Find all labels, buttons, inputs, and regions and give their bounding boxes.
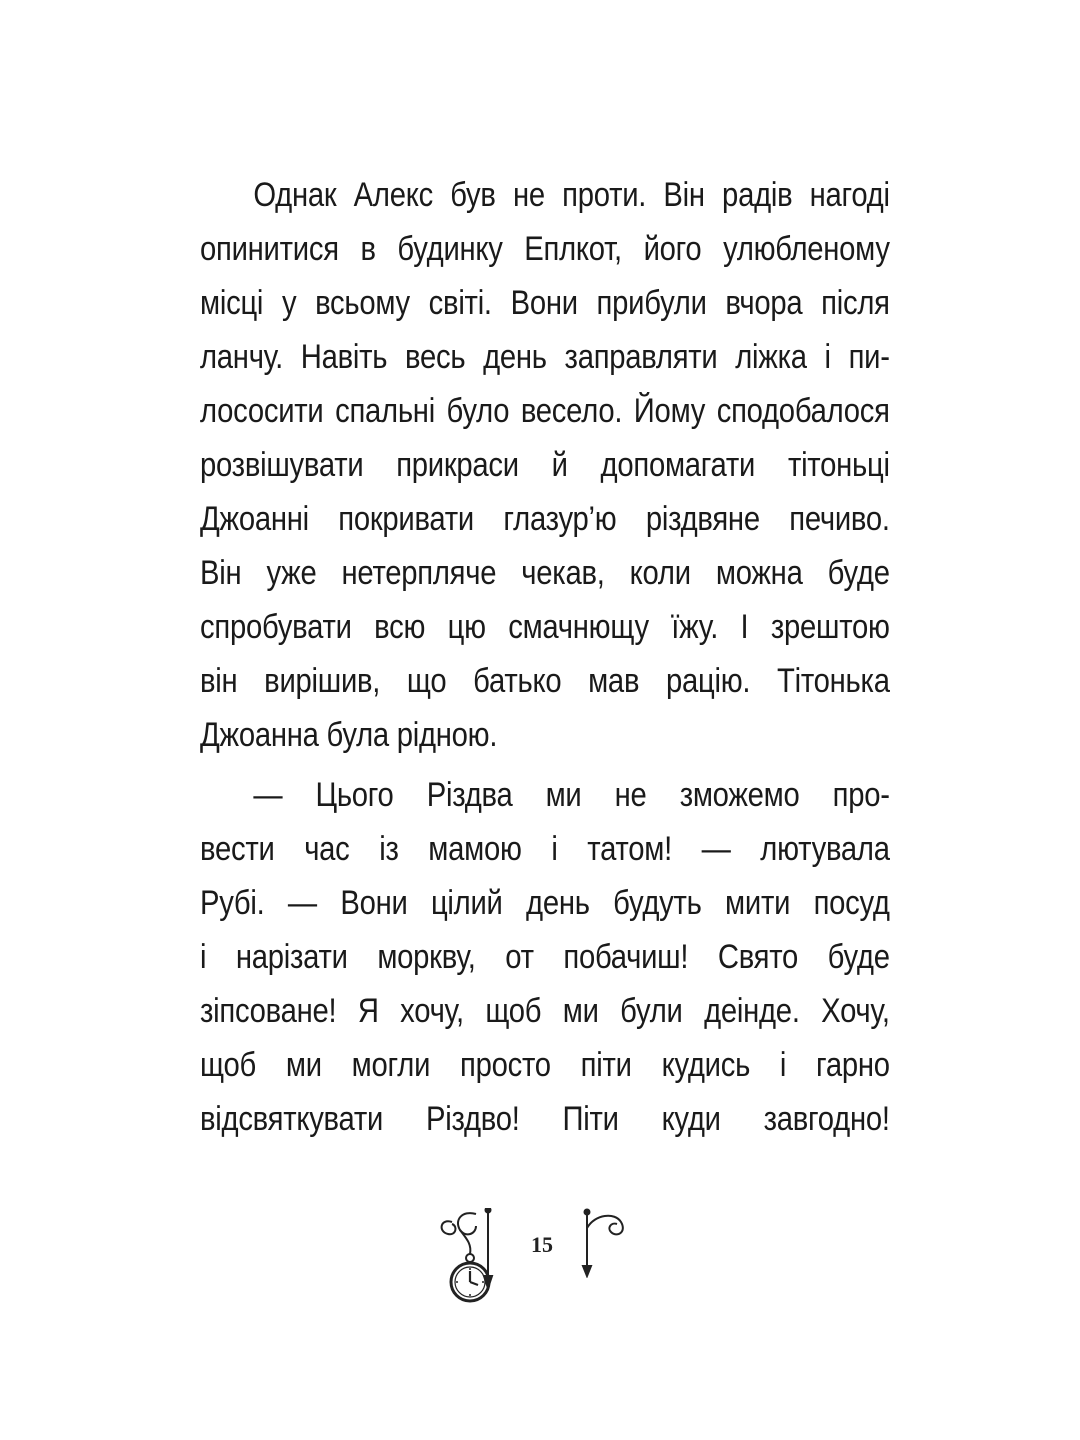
body-text bbox=[200, 168, 890, 1146]
paragraph-1-line-4: ланчу. Навіть весь день заправляти ліжка і пи- bbox=[200, 338, 890, 376]
paragraph-2-line-1: — Цього Різдва ми не зможемо про- bbox=[253, 776, 890, 814]
page-number: 15 bbox=[531, 1232, 553, 1257]
paragraph-1-line-9: спробувати всю цю смачнющу їжу. І зрештою bbox=[200, 608, 890, 646]
paragraph-2-line-3: Рубі. — Вони цілий день будуть мити посуд bbox=[200, 884, 890, 922]
paragraph-1-line-5: лососити спальні було весело. Йому сподобалося bbox=[200, 392, 890, 430]
paragraph-1-line-8: Він уже нетерпляче чекав, коли можна буде bbox=[200, 554, 890, 592]
paragraph-2-line-6: щоб ми могли просто піти кудись і гарно bbox=[200, 1046, 890, 1084]
paragraph-1-line-2: опинитися в будинку Еплкот, його улюбленому bbox=[200, 230, 890, 268]
pocket-watch-icon bbox=[432, 1208, 508, 1308]
flourish-icon bbox=[575, 1208, 645, 1278]
paragraph-1-line-10: він вирішив, що батько мав рацію. Тітонька bbox=[200, 662, 890, 700]
paragraph-2-line-5: зіпсоване! Я хочу, щоб ми були деінде. Хочу, bbox=[200, 992, 890, 1030]
paragraph-1-line-11: Джоанна була рідною. bbox=[200, 716, 498, 754]
paragraph-1-line-6: розвішувати прикраси й допомагати тітоньці bbox=[200, 446, 890, 484]
paragraph-2-line-2: вести час із мамою і татом! — лютувала bbox=[200, 830, 890, 868]
paragraph-1-line-1: Однак Алекс був не проти. Він радів нагоді bbox=[253, 176, 890, 214]
paragraph-1-line-7: Джоанні покривати глазур’ю різдвяне печиво. bbox=[200, 500, 890, 538]
paragraph-1-line-3: місці у всьому світі. Вони прибули вчора після bbox=[200, 284, 890, 322]
page-footer bbox=[0, 1190, 1080, 1310]
paragraph-2-line-7: відсвяткувати Різдво! Піти куди завгодно! bbox=[200, 1100, 890, 1138]
paragraph-2-line-4: і нарізати моркву, от побачиш! Свято буде bbox=[200, 938, 890, 976]
